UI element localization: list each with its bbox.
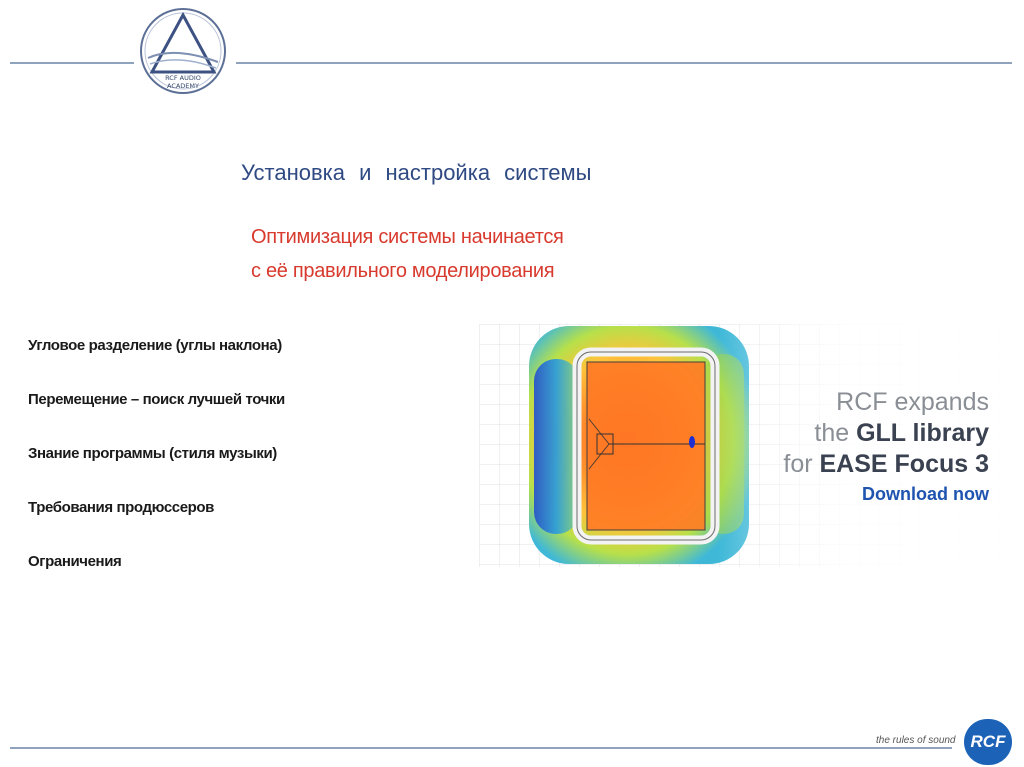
banner-line-3 <box>783 449 989 480</box>
footer-tagline: the rules of sound <box>873 735 959 746</box>
slide-title: Установка и настройка системы <box>241 160 592 185</box>
bullet-item: Ограничения <box>28 553 122 570</box>
rcf-academy-logo <box>134 6 232 96</box>
subtitle-line-1: Оптимизация системы начинается <box>251 226 564 248</box>
header-rule-right <box>236 62 1012 64</box>
header-rule-left <box>10 62 134 64</box>
bullet-list <box>28 333 285 603</box>
footer-rule <box>10 747 952 749</box>
banner-line-2-prefix: the <box>814 419 857 447</box>
bullet-item: Знание программы (стиля музыки) <box>28 445 277 462</box>
logo-text-line1: RCF AUDIO <box>165 74 201 82</box>
banner-line-1: RCF expands <box>836 388 989 416</box>
bullet-item: Требования продюссеров <box>28 499 214 516</box>
bullet-item: Угловое разделение (углы наклона) <box>28 337 282 354</box>
banner-text <box>783 387 989 508</box>
banner-line-3-prefix: for <box>783 450 820 478</box>
ease-focus-banner <box>479 324 1001 567</box>
download-now-link[interactable]: Download now <box>862 484 989 504</box>
banner-line-2-bold: GLL library <box>856 419 989 447</box>
rcf-logo-badge: RCF <box>964 719 1012 765</box>
banner-line-3-bold: EASE Focus 3 <box>819 450 989 478</box>
subtitle-line-2: с её правильного моделирования <box>251 260 555 282</box>
slide-subtitle <box>251 220 564 288</box>
bullet-item: Перемещение – поиск лучшей точки <box>28 391 285 408</box>
logo-text-line2: ACADEMY <box>166 82 200 90</box>
banner-line-2 <box>783 418 989 449</box>
